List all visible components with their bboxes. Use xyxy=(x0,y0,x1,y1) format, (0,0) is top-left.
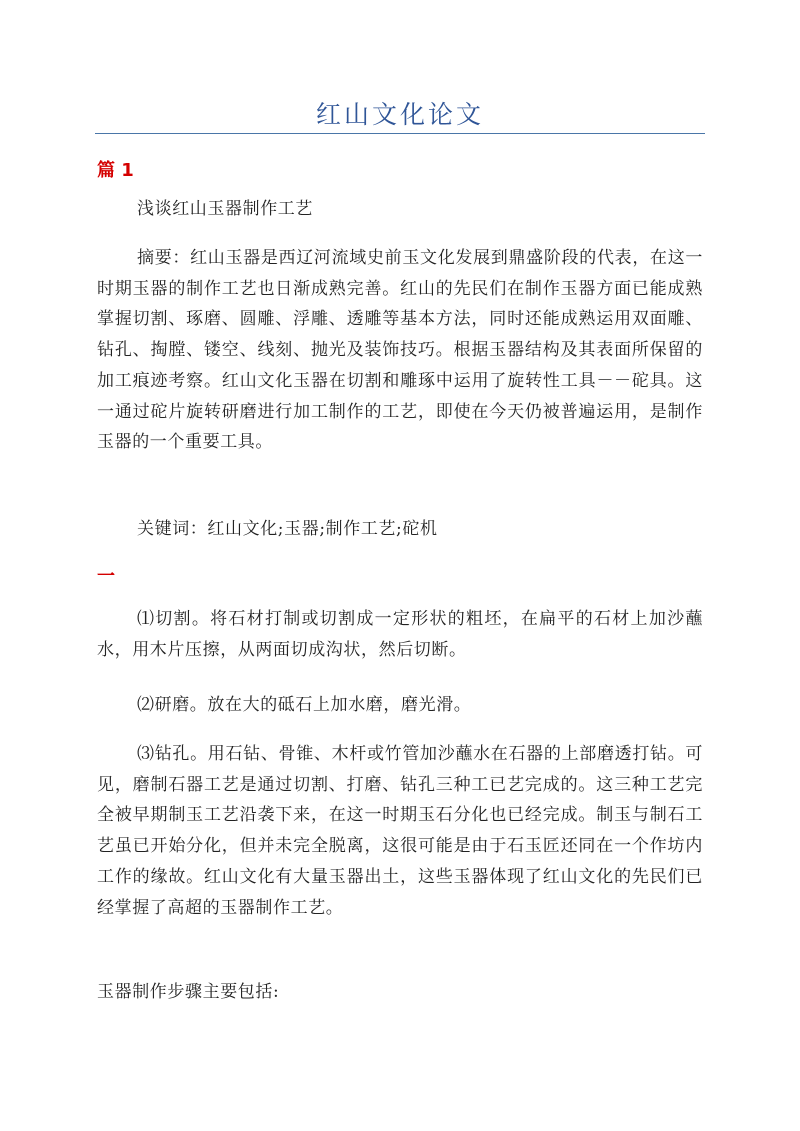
article-subtitle: 浅谈红山玉器制作工艺 xyxy=(137,199,313,219)
section-heading: 一 xyxy=(97,566,115,587)
closing-line: 玉器制作步骤主要包括: xyxy=(97,982,280,1002)
title-divider xyxy=(95,133,705,134)
abstract-paragraph: 摘要：红山玉器是西辽河流域史前玉文化发展到鼎盛阶段的代表，在这一时期玉器的制作工艺也日渐成熟完善。红山的先民们在制作玉器方面已能成熟掌握切割、琢磨、圆雕、浮雕、透雕等基本方法，同时还能成熟运用双面雕、钻孔、掏膛、镂空、线刻、抛光及装饰技巧。根据玉器结构及其表面所保留的加工痕迹考察。红山文化玉器在切割和雕琢中运用了旋转性工具－－砣具。这一通过砣片旋转研磨进行加工制作的工艺，即使在今天仍被普遍运用，是制作玉器的一个重要工具。 xyxy=(97,248,703,453)
keywords-line: 关键词：红山文化;玉器;制作工艺;砣机 xyxy=(137,519,438,539)
step-cutting-paragraph: ⑴切割。将石材打制或切割成一定形状的粗坯，在扁平的石材上加沙蘸水，用木片压擦，从两面切成沟状，然后切断。 xyxy=(97,609,703,660)
step-grinding-paragraph: ⑵研磨。放在大的砥石上加水磨，磨光滑。 xyxy=(137,695,472,715)
step-drilling-paragraph: ⑶钻孔。用石钻、骨锥、木杆或竹管加沙蘸水在石器的上部磨透打钻。可见，磨制石器工艺是通过切割、打磨、钻孔三种工已艺完成的。这三种工艺完全被早期制玉工艺沿袭下来，在这一时期玉石分化也已经完成。制玉与制石工艺虽已开始分化，但并未完全脱离，这很可能是由于石玉匠还同在一个作坊内工作的缘故。红山文化有大量玉器出土，这些玉器体现了红山文化的先民们已经掌握了高超的玉器制作工艺。 xyxy=(97,744,703,918)
document-title: 红山文化论文 xyxy=(315,100,484,129)
chapter-label: 篇 1 xyxy=(97,160,134,181)
